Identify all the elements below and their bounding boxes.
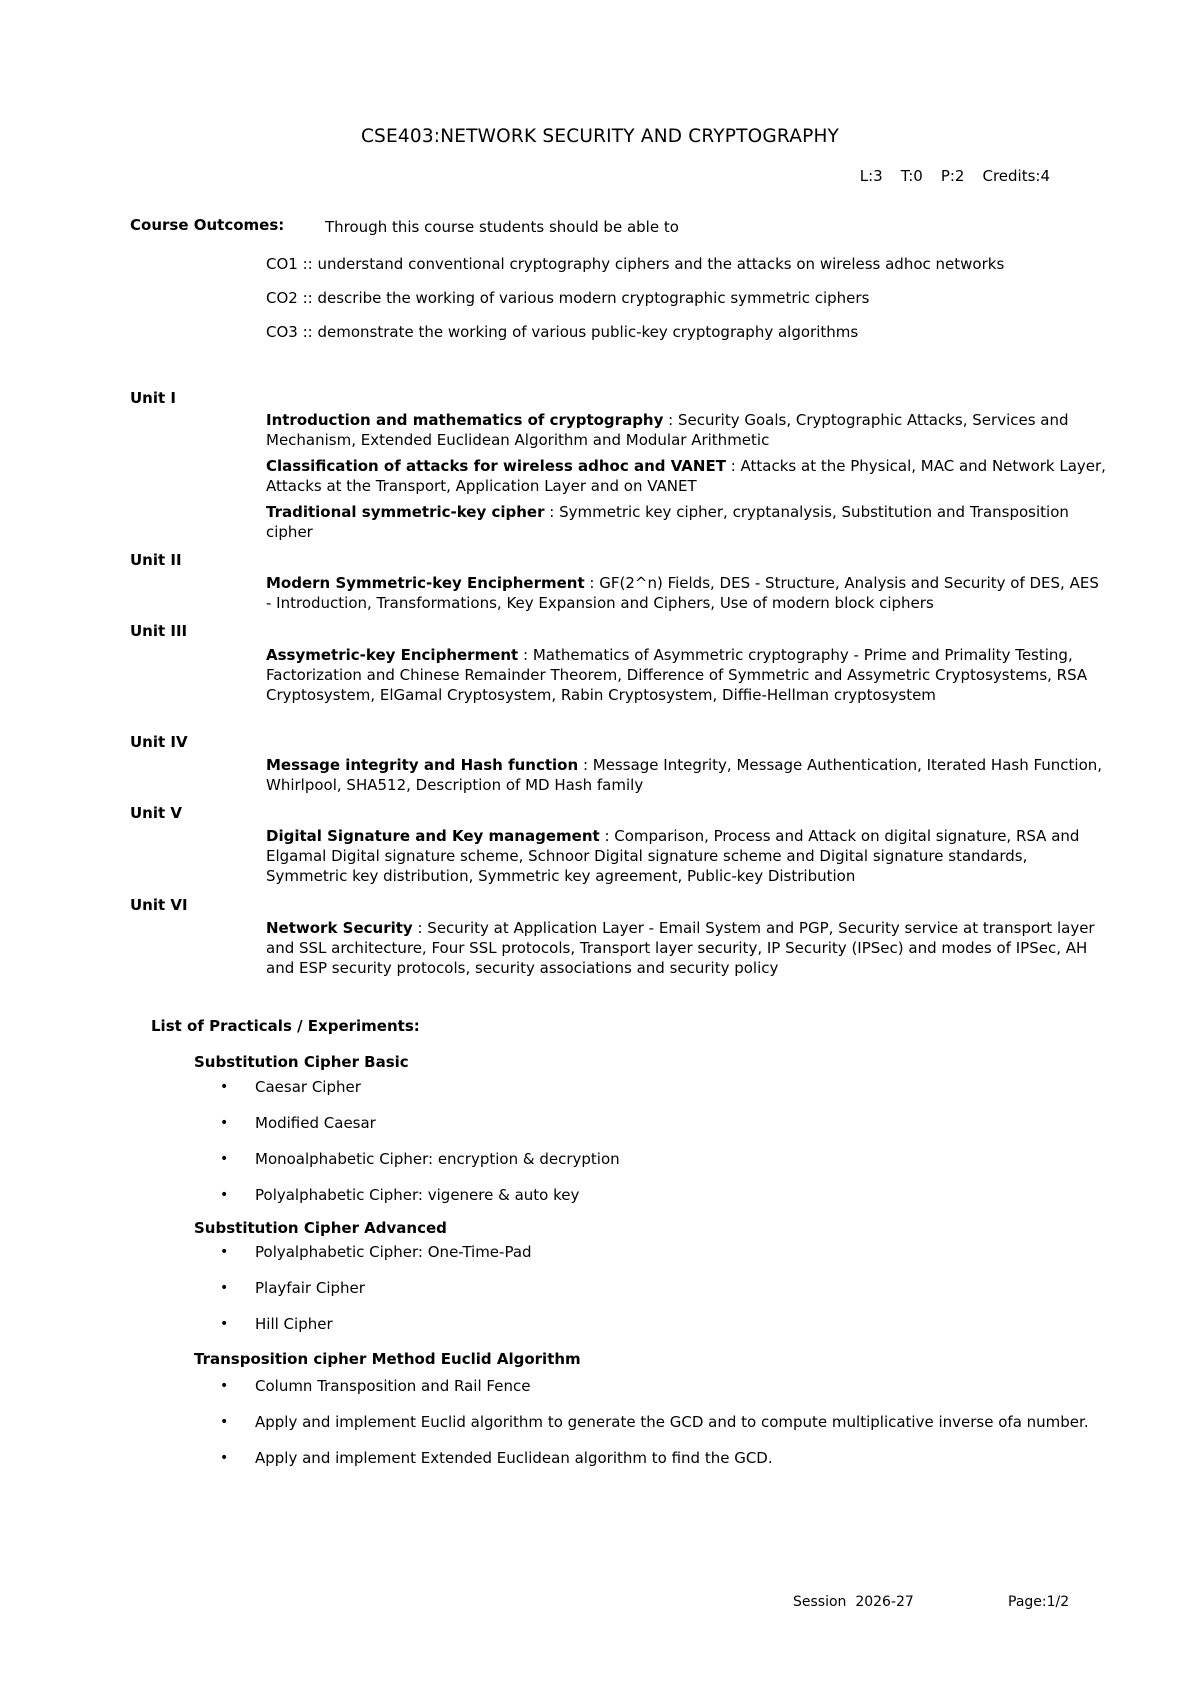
footer-session: Session 2026-27 [793,1594,914,1610]
practical-item-text: Hill Cipher [255,1315,333,1333]
course-outcomes-label: Course Outcomes: [130,216,285,234]
topic-title: Digital Signature and Key management [266,827,600,845]
unit-label: Unit V [130,804,183,822]
unit-label: Unit II [130,551,182,569]
course-outcomes-intro: Through this course students should be able to [325,218,679,236]
topic-separator: : [663,411,678,429]
topic-separator: : [544,503,560,521]
topic-separator: : [584,574,600,592]
topic-description: Security at Application Layer - Email System and PGP, Security service at transport layer and SSL architecture, Four SSL protocols, Transport layer security, IP Security (IPSec) and modes of IPSec, AH and ESP security protocols, security associations and security policy [266,919,1095,977]
practical-item [220,1277,1100,1300]
practical-item [220,1148,1100,1171]
practical-group-title: Substitution Cipher Basic [194,1053,409,1071]
practical-item [220,1184,1100,1207]
unit-topic [266,755,1106,795]
course-outcome-item: CO3 :: demonstrate the working of various public-key cryptography algorithms [266,323,859,341]
unit-topic [266,826,1106,886]
topic-title: Traditional symmetric-key cipher [266,503,545,521]
bullet-icon: • [220,1316,229,1332]
credits: Credits:4 [982,167,1050,185]
practical-item-text: Monoalphabetic Cipher: encryption & decryption [255,1150,620,1168]
topic-title: Assymetric-key Encipherment [266,646,519,664]
topic-title: Modern Symmetric-key Encipherment [266,574,585,592]
unit-label: Unit III [130,622,188,640]
bullet-icon: • [220,1115,229,1131]
bullet-icon: • [220,1414,229,1430]
topic-separator: : [578,756,593,774]
unit-topic [266,410,1106,450]
topic-description: Message Integrity, Message Authentication, Iterated Hash Function, Whirlpool, SHA512, Description of MD Hash family [266,756,1103,794]
practical-group-title: Substitution Cipher Advanced [194,1219,447,1237]
bullet-icon: • [220,1450,229,1466]
practical-item-text: Apply and implement Extended Euclidean algorithm to find the GCD. [255,1449,773,1467]
practical-list [220,1375,1100,1483]
topic-description: Security Goals, Cryptographic Attacks, Services and Mechanism, Extended Euclidean Algorithm and Modular Arithmetic [266,411,1069,449]
page-title: CSE403:NETWORK SECURITY AND CRYPTOGRAPHY [360,126,840,147]
tutorial-hours: T:0 [900,167,923,185]
bullet-icon: • [220,1151,229,1167]
topic-title: Message integrity and Hash function [266,756,579,774]
bullet-icon: • [220,1187,229,1203]
unit-topic [266,456,1106,496]
topic-separator: : [518,646,533,664]
topic-separator: : [725,457,741,475]
unit-label: Unit VI [130,896,188,914]
practical-item-text: Modified Caesar [255,1114,376,1132]
credit-structure [860,166,1050,186]
unit-topic [266,573,1106,613]
bullet-icon: • [220,1244,229,1260]
topic-title: Introduction and mathematics of cryptography [266,411,664,429]
unit-topic [266,918,1106,978]
practical-item-text: Caesar Cipher [255,1078,361,1096]
practical-item [220,1313,1100,1336]
bullet-icon: • [220,1280,229,1296]
footer-page-number: Page:1/2 [1008,1594,1070,1610]
practical-item-text: Playfair Cipher [255,1279,365,1297]
practical-item-text: Apply and implement Euclid algorithm to generate the GCD and to compute multiplicative inverse ofa number. [255,1413,1089,1431]
practical-item-text: Polyalphabetic Cipher: vigenere & auto key [255,1186,580,1204]
practical-list [220,1241,1100,1349]
topic-title: Network Security [266,919,413,937]
course-outcomes-list [266,254,1004,356]
topic-description: Mathematics of Asymmetric cryptography - Prime and Primality Testing, Factorization and Chinese Remainder Theorem, Difference of Symmetric and Assymetric Cryptosystems, RSA Cryptosystem, ElGamal Cryptosystem, Rabin Cryptosystem, Diffie-Hellman cryptosystem [266,646,1088,704]
practicals-heading: List of Practicals / Experiments: [151,1017,420,1035]
course-outcome-item: CO2 :: describe the working of various modern cryptographic symmetric ciphers [266,289,870,307]
unit-label: Unit I [130,389,176,407]
unit-topic [266,502,1106,542]
practical-item-text: Column Transposition and Rail Fence [255,1377,531,1395]
practical-item [220,1375,1100,1398]
topic-separator: : [599,827,615,845]
topic-title: Classification of attacks for wireless adhoc and VANET [266,457,726,475]
unit-label: Unit IV [130,733,188,751]
practical-item [220,1447,1100,1470]
lecture-hours: L:3 [859,167,883,185]
practical-group-title: Transposition cipher Method Euclid Algorithm [194,1350,581,1368]
practical-item [220,1411,1100,1434]
practical-hours: P:2 [940,167,965,185]
practical-list [220,1076,1100,1220]
practical-item-text: Polyalphabetic Cipher: One-Time-Pad [255,1243,532,1261]
topic-description: Comparison, Process and Attack on digital signature, RSA and Elgamal Digital signature scheme, Schnoor Digital signature scheme and Digital signature standards, Symmetric key distribution, Symmetric key agreement, Public-key Distribution [266,827,1080,885]
topic-separator: : [412,919,428,937]
bullet-icon: • [220,1378,229,1394]
bullet-icon: • [220,1079,229,1095]
course-outcome-item: CO1 :: understand conventional cryptography ciphers and the attacks on wireless adhoc networks [266,255,1005,273]
practical-item [220,1112,1100,1135]
topic-description: Attacks at the Physical, MAC and Network Layer, Attacks at the Transport, Application Layer and on VANET [266,457,1106,495]
topic-description: Symmetric key cipher, cryptanalysis, Substitution and Transposition cipher [266,503,1069,541]
topic-description: GF(2^n) Fields, DES - Structure, Analysis and Security of DES, AES - Introduction, Transformations, Key Expansion and Ciphers, Use of modern block ciphers [266,574,1099,612]
unit-topic [266,645,1106,705]
practical-item [220,1076,1100,1099]
practical-item [220,1241,1100,1264]
